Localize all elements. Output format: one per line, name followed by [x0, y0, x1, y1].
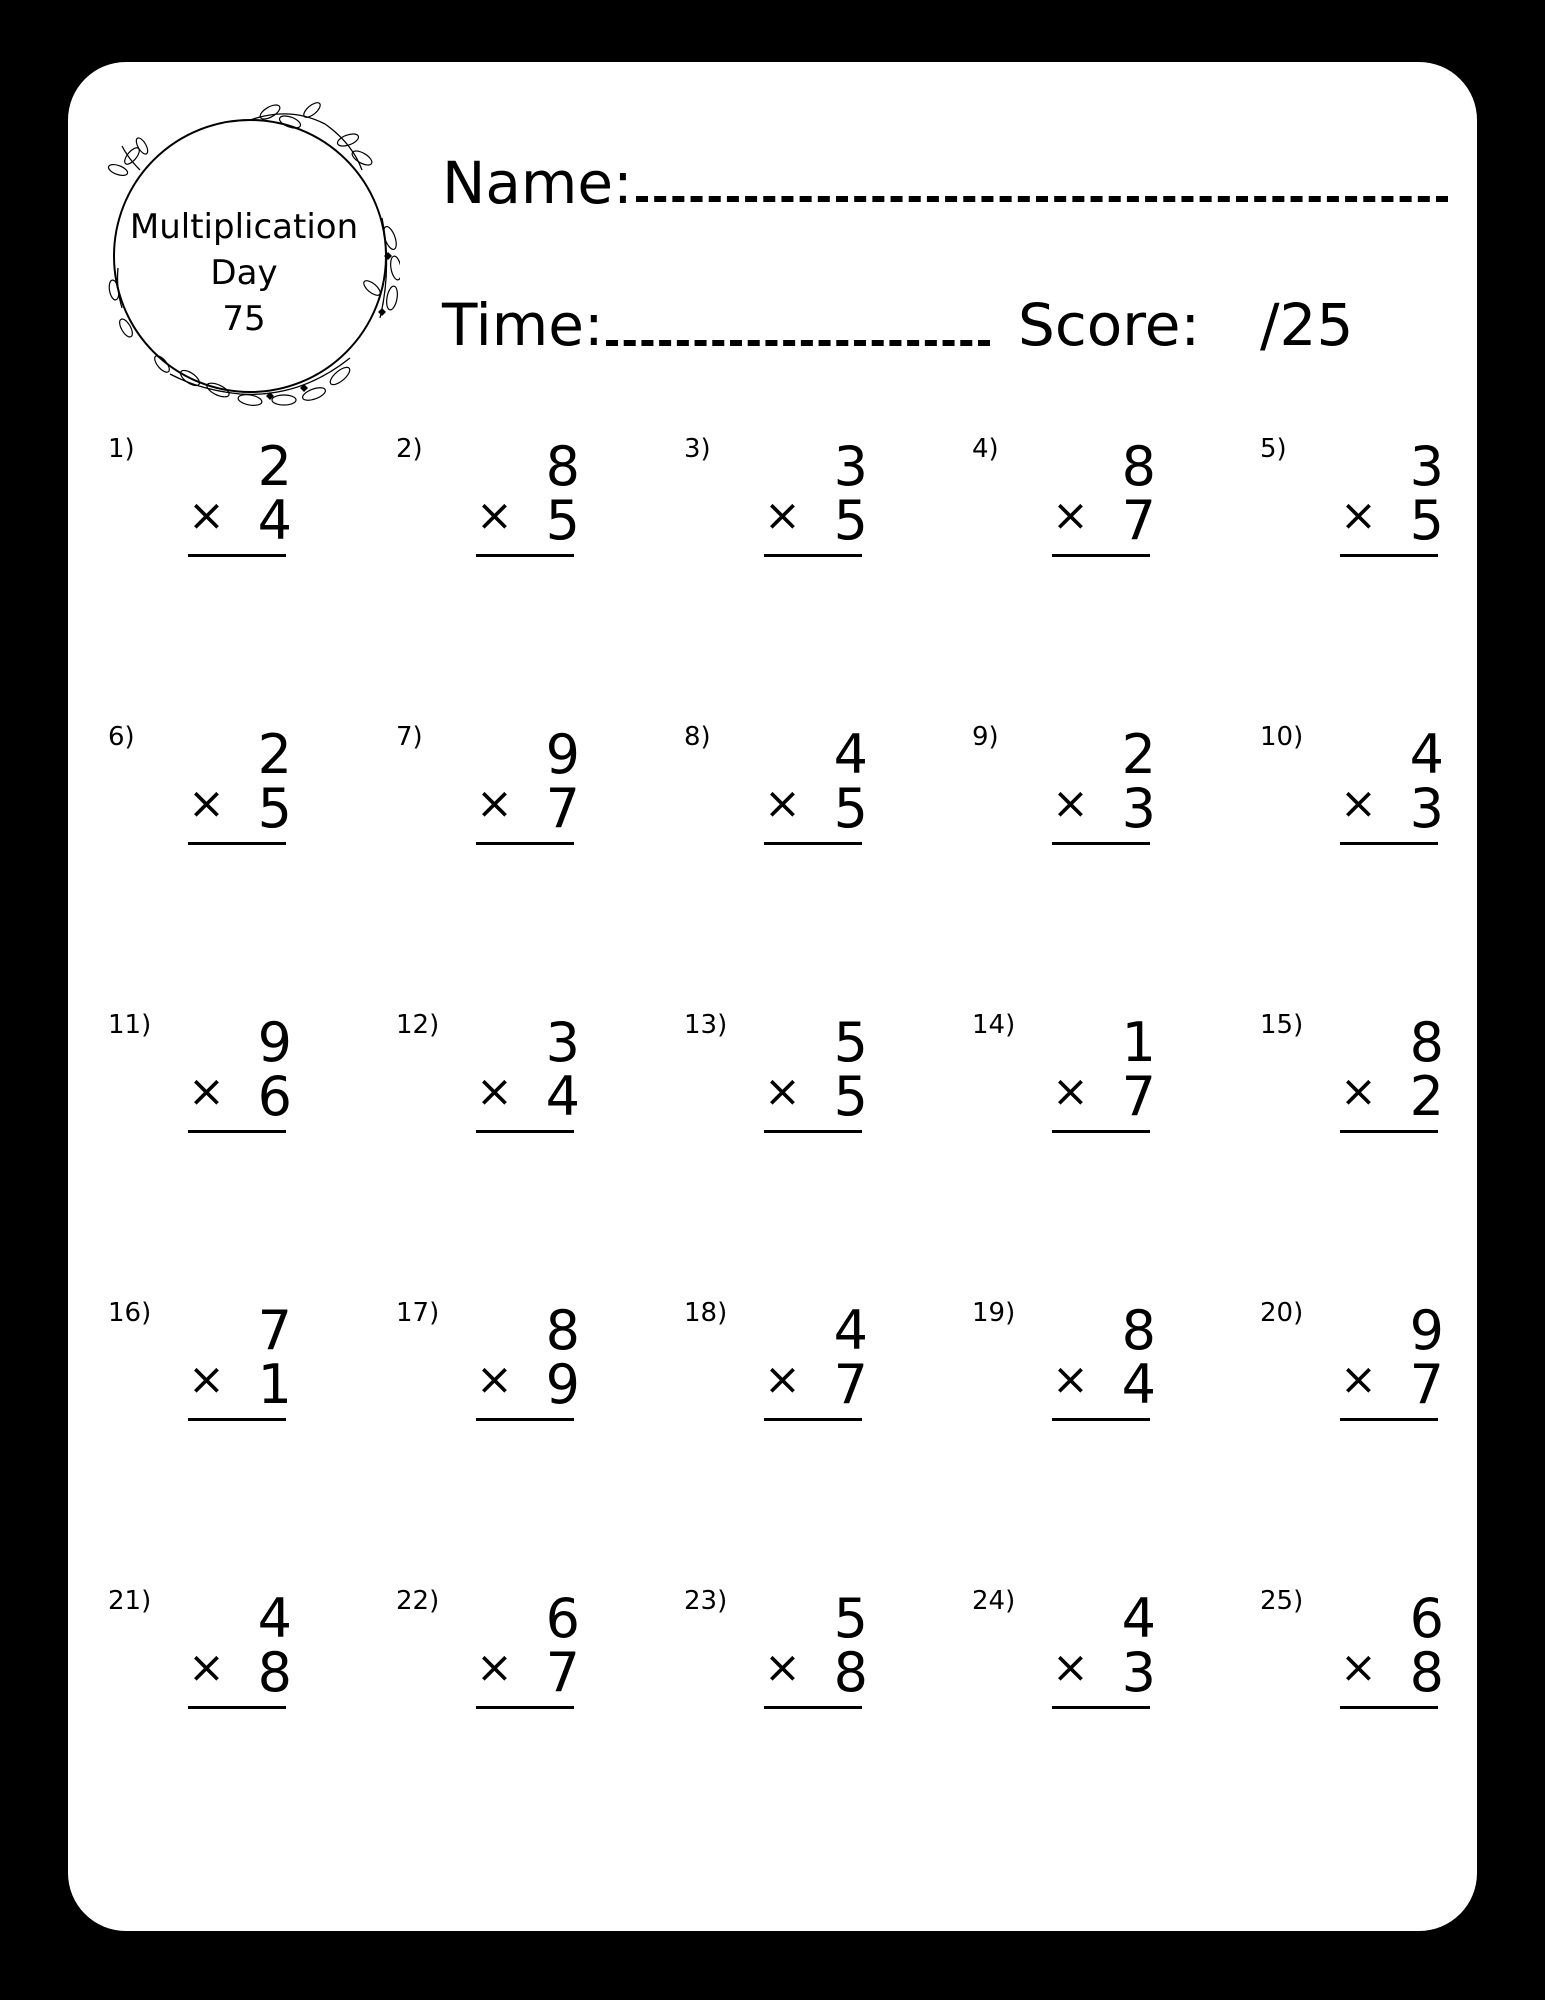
wreath-badge: [100, 98, 400, 408]
multiplicand: 2: [257, 723, 292, 786]
answer-line[interactable]: [1052, 842, 1150, 845]
times-sign: ×: [476, 1354, 513, 1405]
problem-number: 10): [1260, 722, 1304, 752]
multiplicand: 4: [1409, 723, 1444, 786]
problem-item: [684, 724, 964, 864]
problem-item: [684, 436, 964, 576]
multiplier: 7: [545, 777, 580, 840]
problem-number: 24): [972, 1586, 1016, 1616]
problem-item: [972, 1012, 1252, 1152]
times-sign: ×: [1052, 1066, 1089, 1117]
answer-line[interactable]: [1340, 1418, 1438, 1421]
multiplier: 9: [545, 1353, 580, 1416]
problem-number: 22): [396, 1586, 440, 1616]
multiplier: 5: [833, 489, 868, 552]
wreath-day-label: Day: [210, 253, 278, 293]
multiplicand: 9: [545, 723, 580, 786]
multiplier: 2: [1409, 1065, 1444, 1128]
answer-line[interactable]: [764, 554, 862, 557]
problem-number: 16): [108, 1298, 152, 1328]
problem-number: 6): [108, 722, 135, 752]
multiplicand: 4: [1121, 1587, 1156, 1650]
multiplicand: 8: [545, 435, 580, 498]
multiplicand: 4: [833, 723, 868, 786]
answer-line[interactable]: [1052, 1418, 1150, 1421]
multiplier: 6: [257, 1065, 292, 1128]
answer-line[interactable]: [188, 1706, 286, 1709]
multiplier: 8: [833, 1641, 868, 1704]
answer-line[interactable]: [1340, 842, 1438, 845]
wreath-day-number: 75: [222, 299, 266, 339]
multiplicand: 3: [1409, 435, 1444, 498]
times-sign: ×: [188, 490, 225, 541]
times-sign: ×: [188, 1066, 225, 1117]
multiplier: 1: [257, 1353, 292, 1416]
answer-line[interactable]: [476, 842, 574, 845]
multiplier: 4: [1121, 1353, 1156, 1416]
wreath-title: Multiplication: [129, 207, 359, 247]
times-sign: ×: [764, 1642, 801, 1693]
answer-line[interactable]: [188, 842, 286, 845]
time-field[interactable]: [606, 340, 990, 346]
problem-number: 8): [684, 722, 711, 752]
time-label: Time:: [442, 291, 604, 359]
problem-number: 18): [684, 1298, 728, 1328]
answer-line[interactable]: [188, 1130, 286, 1133]
problem-number: 13): [684, 1010, 728, 1040]
multiplicand: 6: [1409, 1587, 1444, 1650]
multiplicand: 4: [257, 1587, 292, 1650]
multiplier: 3: [1409, 777, 1444, 840]
multiplicand: 8: [1121, 435, 1156, 498]
times-sign: ×: [476, 1066, 513, 1117]
multiplicand: 3: [833, 435, 868, 498]
score-label: Score:: [1018, 291, 1200, 359]
multiplicand: 7: [257, 1299, 292, 1362]
multiplicand: 9: [1409, 1299, 1444, 1362]
answer-line[interactable]: [1052, 1130, 1150, 1133]
times-sign: ×: [764, 490, 801, 541]
answer-line[interactable]: [764, 1130, 862, 1133]
problem-item: [108, 436, 388, 576]
multiplier: 7: [1121, 1065, 1156, 1128]
answer-line[interactable]: [1340, 554, 1438, 557]
problem-item: [396, 1300, 676, 1440]
problem-item: [108, 724, 388, 864]
multiplicand: 8: [1409, 1011, 1444, 1074]
multiplicand: 4: [833, 1299, 868, 1362]
times-sign: ×: [764, 778, 801, 829]
problem-number: 25): [1260, 1586, 1304, 1616]
times-sign: ×: [188, 1642, 225, 1693]
multiplier: 7: [833, 1353, 868, 1416]
problem-item: [972, 436, 1252, 576]
problem-item: [972, 1588, 1252, 1728]
multiplier: 8: [257, 1641, 292, 1704]
multiplicand: 6: [545, 1587, 580, 1650]
problem-item: [684, 1588, 964, 1728]
problem-item: [396, 436, 676, 576]
problem-item: [1260, 1012, 1540, 1152]
problem-number: 5): [1260, 434, 1287, 464]
answer-line[interactable]: [476, 554, 574, 557]
multiplier: 5: [545, 489, 580, 552]
answer-line[interactable]: [764, 1418, 862, 1421]
name-label: Name:: [442, 149, 633, 217]
answer-line[interactable]: [764, 1706, 862, 1709]
problem-number: 17): [396, 1298, 440, 1328]
times-sign: ×: [188, 1354, 225, 1405]
times-sign: ×: [1340, 490, 1377, 541]
problem-item: [684, 1012, 964, 1152]
times-sign: ×: [1340, 778, 1377, 829]
problem-item: [396, 1588, 676, 1728]
problem-number: 21): [108, 1586, 152, 1616]
answer-line[interactable]: [1052, 1706, 1150, 1709]
answer-line[interactable]: [476, 1706, 574, 1709]
multiplicand: 2: [257, 435, 292, 498]
multiplier: 4: [257, 489, 292, 552]
name-field[interactable]: [636, 196, 1448, 202]
problem-item: [396, 724, 676, 864]
problem-number: 2): [396, 434, 423, 464]
multiplier: 5: [1409, 489, 1444, 552]
problem-item: [396, 1012, 676, 1152]
answer-line[interactable]: [764, 842, 862, 845]
problem-item: [108, 1300, 388, 1440]
problem-item: [1260, 1588, 1540, 1728]
answer-line[interactable]: [188, 554, 286, 557]
problem-item: [1260, 436, 1540, 576]
multiplicand: 9: [257, 1011, 292, 1074]
multiplicand: 2: [1121, 723, 1156, 786]
answer-line[interactable]: [1340, 1130, 1438, 1133]
multiplicand: 3: [545, 1011, 580, 1074]
multiplier: 5: [833, 1065, 868, 1128]
problem-number: 12): [396, 1010, 440, 1040]
problem-number: 11): [108, 1010, 152, 1040]
multiplier: 7: [1409, 1353, 1444, 1416]
multiplicand: 1: [1121, 1011, 1156, 1074]
problem-item: [1260, 1300, 1540, 1440]
times-sign: ×: [1340, 1642, 1377, 1693]
times-sign: ×: [1052, 490, 1089, 541]
problem-item: [972, 1300, 1252, 1440]
answer-line[interactable]: [1340, 1706, 1438, 1709]
times-sign: ×: [476, 778, 513, 829]
times-sign: ×: [1052, 1642, 1089, 1693]
multiplier: 5: [257, 777, 292, 840]
answer-line[interactable]: [188, 1418, 286, 1421]
times-sign: ×: [1052, 778, 1089, 829]
problem-number: 15): [1260, 1010, 1304, 1040]
times-sign: ×: [1340, 1354, 1377, 1405]
problem-item: [972, 724, 1252, 864]
multiplier: 7: [1121, 489, 1156, 552]
multiplicand: 5: [833, 1011, 868, 1074]
problem-item: [684, 1300, 964, 1440]
multiplier: 5: [833, 777, 868, 840]
problem-number: 4): [972, 434, 999, 464]
times-sign: ×: [1052, 1354, 1089, 1405]
problem-number: 20): [1260, 1298, 1304, 1328]
answer-line[interactable]: [476, 1418, 574, 1421]
problem-number: 7): [396, 722, 423, 752]
multiplicand: 8: [545, 1299, 580, 1362]
answer-line[interactable]: [1052, 554, 1150, 557]
problem-number: 1): [108, 434, 135, 464]
score-total: /25: [1260, 291, 1354, 359]
multiplier: 8: [1409, 1641, 1444, 1704]
answer-line[interactable]: [476, 1130, 574, 1133]
multiplicand: 5: [833, 1587, 868, 1650]
problem-number: 14): [972, 1010, 1016, 1040]
problem-item: [108, 1012, 388, 1152]
multiplier: 7: [545, 1641, 580, 1704]
times-sign: ×: [476, 490, 513, 541]
times-sign: ×: [1340, 1066, 1377, 1117]
multiplier: 3: [1121, 777, 1156, 840]
multiplier: 4: [545, 1065, 580, 1128]
problem-number: 9): [972, 722, 999, 752]
times-sign: ×: [764, 1066, 801, 1117]
multiplicand: 8: [1121, 1299, 1156, 1362]
problem-number: 23): [684, 1586, 728, 1616]
problem-number: 19): [972, 1298, 1016, 1328]
problem-number: 3): [684, 434, 711, 464]
multiplier: 3: [1121, 1641, 1156, 1704]
problem-item: [1260, 724, 1540, 864]
times-sign: ×: [188, 778, 225, 829]
times-sign: ×: [476, 1642, 513, 1693]
times-sign: ×: [764, 1354, 801, 1405]
problem-item: [108, 1588, 388, 1728]
